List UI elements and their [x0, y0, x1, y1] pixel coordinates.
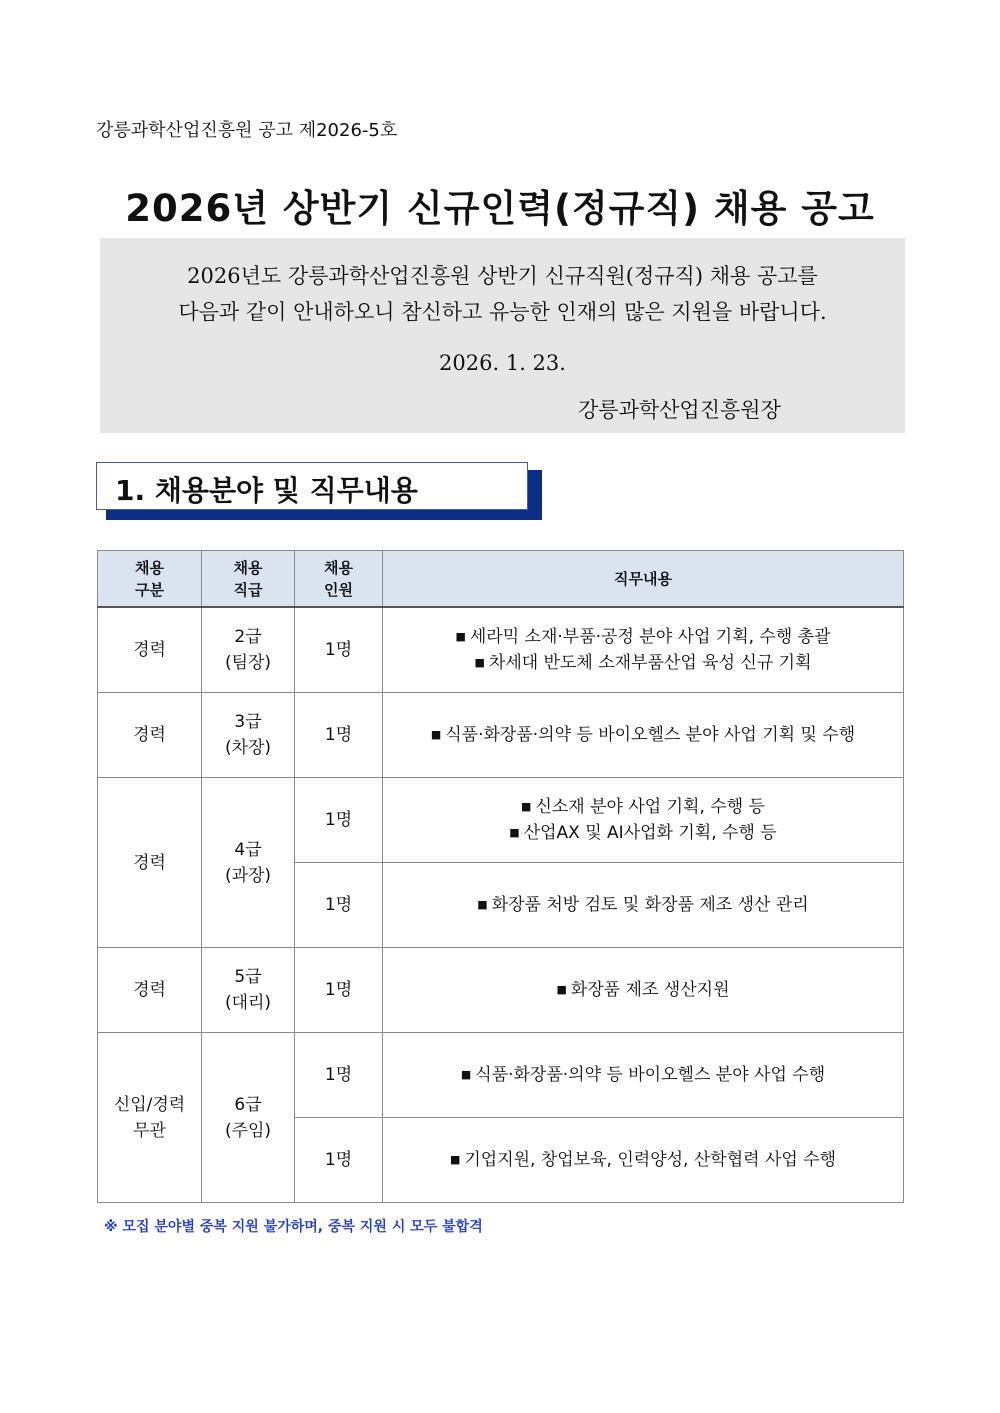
cell-duty: [383, 1118, 904, 1203]
header-count: 채용 인원: [295, 551, 383, 608]
table-row: [98, 607, 904, 693]
section-heading: [96, 462, 528, 510]
cell-duty: [383, 693, 904, 778]
header-duty: 직무내용: [383, 551, 904, 608]
table-header-row: [98, 551, 904, 608]
duty-item: ■ 세라믹 소재·부품·공정 분야 사업 기획, 수행 총괄: [455, 627, 831, 647]
square-bullet-icon: ■: [556, 983, 567, 996]
cell-count: 1명: [295, 863, 383, 948]
cell-count: 1명: [295, 1118, 383, 1203]
duty-item: ■ 신소재 분야 사업 기획, 수행 등: [521, 797, 765, 817]
header-category: 채용 구분: [98, 551, 202, 608]
cell-count: 1명: [295, 778, 383, 863]
cell-duty: [383, 778, 904, 863]
cell-grade: 5급 (대리): [202, 948, 295, 1033]
intro-date: 2026. 1. 23.: [439, 351, 566, 375]
intro-signature: 강릉과학산업진흥원장: [578, 398, 781, 422]
cell-duty: [383, 948, 904, 1033]
page-title: 2026년 상반기 신규인력(정규직) 채용 공고: [125, 187, 875, 230]
cell-count: 1명: [295, 607, 383, 693]
duty-item: ■ 화장품 처방 검토 및 화장품 제조 생산 관리: [477, 895, 809, 915]
intro-box: [100, 238, 905, 433]
duty-item: ■ 차세대 반도체 소재부품산업 육성 신규 기획: [474, 653, 812, 673]
table-row: [98, 778, 904, 863]
jobs-table-body: [98, 607, 904, 1203]
intro-line-1: 2026년도 강릉과학산업진흥원 상반기 신규직원(정규직) 채용 공고를: [187, 264, 818, 288]
cell-grade: 6급 (주임): [202, 1033, 295, 1203]
duty-item: ■ 산업AX 및 AI사업화 기획, 수행 등: [509, 823, 777, 843]
cell-grade: 3급 (차장): [202, 693, 295, 778]
cell-count: 1명: [295, 693, 383, 778]
cell-category: 경력: [98, 948, 202, 1033]
cell-category: 신입/경력 무관: [98, 1033, 202, 1203]
cell-count: 1명: [295, 1033, 383, 1118]
cell-duty: [383, 863, 904, 948]
square-bullet-icon: ■: [449, 1153, 461, 1166]
cell-grade: 4급 (과장): [202, 778, 295, 948]
cell-grade: 2급 (팀장): [202, 607, 295, 693]
square-bullet-icon: ■: [430, 728, 442, 741]
jobs-table: [97, 550, 904, 1203]
square-bullet-icon: ■: [460, 1068, 472, 1081]
duty-item: ■ 식품·화장품·의약 등 바이오헬스 분야 사업 수행: [460, 1065, 826, 1085]
section-title: 1. 채용분야 및 직무내용: [115, 474, 418, 507]
square-bullet-icon: ■: [509, 826, 520, 839]
cell-category: 경력: [98, 778, 202, 948]
cell-duty: [383, 1033, 904, 1118]
cell-duty: [383, 607, 904, 693]
square-bullet-icon: ■: [521, 800, 532, 813]
square-bullet-icon: ■: [455, 630, 466, 643]
table-row: [98, 693, 904, 778]
duty-item: ■ 식품·화장품·의약 등 바이오헬스 분야 사업 기획 및 수행: [430, 725, 856, 745]
cell-category: 경력: [98, 607, 202, 693]
table-row: [98, 1033, 904, 1118]
header-grade: 채용 직급: [202, 551, 295, 608]
intro-line-2: 다음과 같이 안내하오니 참신하고 유능한 인재의 많은 지원을 바랍니다.: [178, 300, 827, 324]
duty-item: ■ 화장품 제조 생산지원: [556, 980, 730, 1000]
cell-category: 경력: [98, 693, 202, 778]
square-bullet-icon: ■: [474, 656, 485, 669]
square-bullet-icon: ■: [477, 898, 488, 911]
cell-count: 1명: [295, 948, 383, 1033]
table-row: [98, 948, 904, 1033]
duty-item: ■ 기업지원, 창업보육, 인력양성, 산학협력 사업 수행: [449, 1150, 837, 1170]
notice-number: 강릉과학산업진흥원 공고 제2026-5호: [96, 120, 398, 141]
footnote: ※ 모집 분야별 중복 지원 불가하며, 중복 지원 시 모두 불합격: [104, 1219, 483, 1235]
